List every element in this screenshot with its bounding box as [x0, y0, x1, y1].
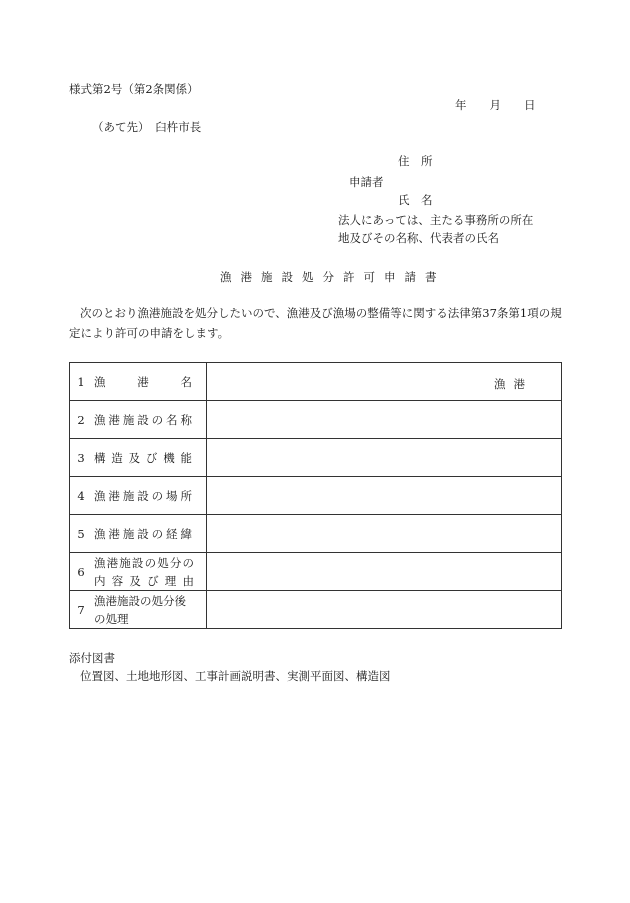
label-char: の	[144, 555, 157, 570]
label-char: 施	[122, 488, 135, 503]
table-row	[70, 401, 562, 439]
label-char: 分	[169, 555, 182, 570]
field-value-disposal-content-reason[interactable]	[207, 553, 562, 591]
corporate-note-line1: 法人にあっては、主たる事務所の所在	[338, 213, 534, 227]
label-char: 所	[180, 488, 192, 503]
row-number: 2	[70, 401, 93, 439]
field-value-structure-function[interactable]	[207, 439, 562, 477]
table-row	[70, 515, 562, 553]
document-title: 漁港施設処分許可申請書	[220, 270, 446, 284]
label-char: 設	[137, 488, 149, 503]
field-value-facility-location[interactable]	[207, 477, 562, 515]
form-number: 様式第2号（第2条関係）	[69, 82, 199, 96]
body-line-1: 次のとおり漁港施設を処分したいので、漁港及び漁場の整備等に関する法律第37条第1項の規	[80, 306, 562, 320]
field-label-facility-name	[92, 401, 207, 439]
label-char: の	[182, 555, 194, 570]
table-row	[70, 363, 562, 401]
label-char: 構	[94, 450, 106, 465]
addressee: （あて先） 臼杵市長	[92, 120, 202, 134]
label-char: 場	[166, 488, 178, 503]
field-label-disposal-content-reason	[92, 553, 207, 591]
table-row	[70, 591, 562, 629]
label-char: の	[151, 412, 164, 427]
label-char: 施	[119, 555, 131, 570]
corporate-note-line2: 地及びその名称、代表者の氏名	[338, 231, 499, 245]
field-label-facility-location	[92, 477, 207, 515]
label-char: 設	[137, 526, 149, 541]
label-char: 名	[180, 374, 192, 389]
label-char: 経	[166, 526, 178, 541]
label-line: の処理	[94, 611, 129, 626]
label-char: び	[147, 573, 159, 588]
field-value-facility-history[interactable]	[207, 515, 562, 553]
label-char: 港	[106, 555, 119, 570]
field-label-post-disposal-treatment	[92, 591, 207, 629]
port-suffix: 漁港	[494, 377, 533, 391]
label-char: 港	[108, 526, 120, 541]
label-char: 漁	[94, 374, 106, 389]
label-char: 設	[131, 555, 144, 570]
label-char: 漁	[94, 555, 106, 570]
date-line: 年 月 日	[455, 98, 536, 112]
field-label-facility-history	[92, 515, 207, 553]
row-number: 6	[70, 553, 93, 591]
label-char: 容	[111, 573, 124, 588]
label-char: の	[151, 488, 164, 503]
label-char: 漁	[94, 526, 106, 541]
label-char: 造	[111, 450, 123, 465]
label-char: 港	[108, 488, 120, 503]
label-char: 港	[137, 374, 149, 389]
label-char: 及	[128, 450, 141, 465]
label-char: 理	[164, 573, 177, 588]
table-row	[70, 477, 562, 515]
application-table	[69, 362, 562, 629]
row-number: 1	[70, 363, 93, 401]
label-char: 能	[180, 450, 192, 465]
field-label-fishing-port	[92, 363, 207, 401]
label-char: 内	[94, 573, 106, 588]
label-char: 及	[129, 573, 141, 588]
attachments-heading: 添付図書	[69, 651, 115, 665]
label-char: 漁	[94, 488, 106, 503]
body-line-2: 定により許可の申請をします。	[69, 326, 230, 340]
field-value-post-disposal-treatment[interactable]	[207, 591, 562, 629]
table-row	[70, 439, 562, 477]
label-char: 港	[108, 412, 120, 427]
label-line: 漁港施設の処分後	[94, 593, 186, 608]
attachments-list: 位置図、土地地形図、工事計画説明書、実測平面図、構造図	[80, 669, 391, 683]
label-char: 緯	[180, 526, 192, 541]
field-value-facility-name[interactable]	[207, 401, 562, 439]
address-label: 住 所	[398, 154, 433, 168]
name-label: 氏 名	[398, 193, 433, 207]
label-char: の	[151, 526, 164, 541]
row-number: 5	[70, 515, 93, 553]
table-row	[70, 553, 562, 591]
label-char: 処	[157, 555, 169, 570]
label-char: 設	[137, 412, 149, 427]
row-number: 7	[70, 591, 93, 629]
label-char: 由	[182, 573, 194, 588]
field-label-structure-function	[92, 439, 207, 477]
applicant-label: 申請者	[349, 175, 384, 189]
label-char: 名	[166, 412, 178, 427]
label-char: 施	[122, 526, 135, 541]
label-char: 称	[180, 412, 192, 427]
label-char: び	[145, 450, 158, 465]
field-value-fishing-port[interactable]	[207, 363, 562, 401]
label-char: 施	[122, 412, 135, 427]
row-number: 3	[70, 439, 93, 477]
row-number: 4	[70, 477, 93, 515]
label-char: 機	[163, 450, 175, 465]
label-char: 漁	[94, 412, 106, 427]
